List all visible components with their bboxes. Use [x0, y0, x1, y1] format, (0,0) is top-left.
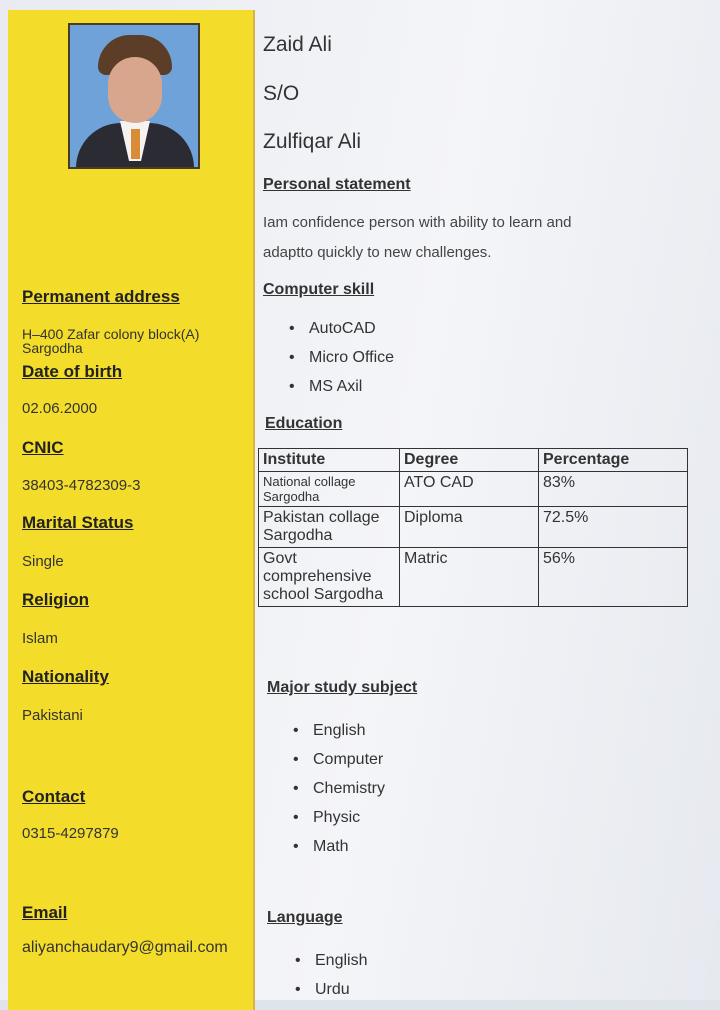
marital-status-value: Single: [22, 553, 64, 570]
institute-line: Govt: [263, 550, 297, 567]
cnic-label: CNIC: [22, 438, 64, 457]
religion-value: Islam: [22, 630, 58, 647]
father-name: Zulfiqar Ali: [263, 130, 362, 153]
list-item: • Physic: [313, 803, 385, 832]
list-item: • Computer: [313, 745, 385, 774]
table-cell-institute: [259, 548, 400, 607]
permanent-address-line2: Sargodha: [22, 340, 83, 356]
marital-status-label: Marital Status: [22, 513, 134, 532]
photo-face: [108, 57, 162, 123]
computer-skill-title: Computer skill: [263, 281, 375, 298]
table-cell-percentage: 83%: [539, 472, 688, 507]
list-item: • Chemistry: [313, 774, 385, 803]
institute-line: National collage: [263, 474, 356, 489]
table-cell-percentage: 56%: [539, 548, 688, 607]
list-item: • AutoCAD: [309, 314, 394, 343]
table-header-row: [259, 449, 688, 472]
personal-statement-line1: Iam confidence person with ability to learn and: [263, 214, 572, 231]
list-item: • Math: [313, 832, 385, 861]
list-item: • English: [315, 946, 367, 975]
education-title: Education: [265, 415, 343, 432]
permanent-address-label: Permanent address: [22, 287, 180, 306]
list-item: • Urdu: [315, 975, 367, 1004]
date-of-birth-label: Date of birth: [22, 362, 123, 381]
list-item: • Micro Office: [309, 343, 394, 372]
column-header-degree: Degree: [400, 449, 539, 472]
nationality-label: Nationality: [22, 667, 109, 686]
institute-line: Pakistan collage: [263, 509, 380, 526]
table-cell-institute: [259, 472, 400, 507]
major-study-subject-title: Major study subject: [267, 679, 418, 696]
institute-line: Sargodha: [263, 527, 333, 544]
institute-line: comprehensive: [263, 568, 372, 585]
profile-photo: [68, 23, 200, 169]
cnic-value: 38403-4782309-3: [22, 477, 141, 494]
column-header-percentage: Percentage: [539, 449, 688, 472]
major-subject-list: [289, 716, 385, 861]
table-cell-degree: Matric: [400, 548, 539, 607]
personal-statement-title: Personal statement: [263, 176, 411, 193]
photo-tie: [131, 129, 140, 159]
candidate-name: Zaid Ali: [263, 33, 332, 56]
table-cell-percentage: 72.5%: [539, 507, 688, 548]
language-title: Language: [267, 909, 343, 926]
personal-statement-line2: adaptto quickly to new challenges.: [263, 244, 492, 261]
date-of-birth-value: 02.06.2000: [22, 400, 98, 417]
column-header-institute: Institute: [259, 449, 400, 472]
table-cell-degree: ATO CAD: [400, 472, 539, 507]
table-cell-institute: [259, 507, 400, 548]
email-label: Email: [22, 903, 68, 922]
contact-value: 0315-4297879: [22, 825, 119, 842]
list-item: • MS Axil: [309, 372, 394, 401]
institute-line: school Sargodha: [263, 586, 384, 603]
contact-label: Contact: [22, 787, 86, 806]
table-row: [259, 472, 688, 507]
education-table: [258, 448, 688, 607]
religion-label: Religion: [22, 590, 90, 609]
relation-label: S/O: [263, 82, 300, 105]
nationality-value: Pakistani: [22, 707, 83, 724]
institute-line: Sargodha: [263, 489, 320, 504]
table-row: [259, 548, 688, 607]
list-item: • English: [313, 716, 385, 745]
language-list: [291, 946, 367, 1004]
permanent-address-line1: H–400 Zafar colony block(A): [22, 326, 200, 342]
table-cell-degree: Diploma: [400, 507, 539, 548]
computer-skill-list: [285, 314, 394, 401]
email-value: aliyanchaudary9@gmail.com: [22, 939, 228, 956]
table-row: [259, 507, 688, 548]
